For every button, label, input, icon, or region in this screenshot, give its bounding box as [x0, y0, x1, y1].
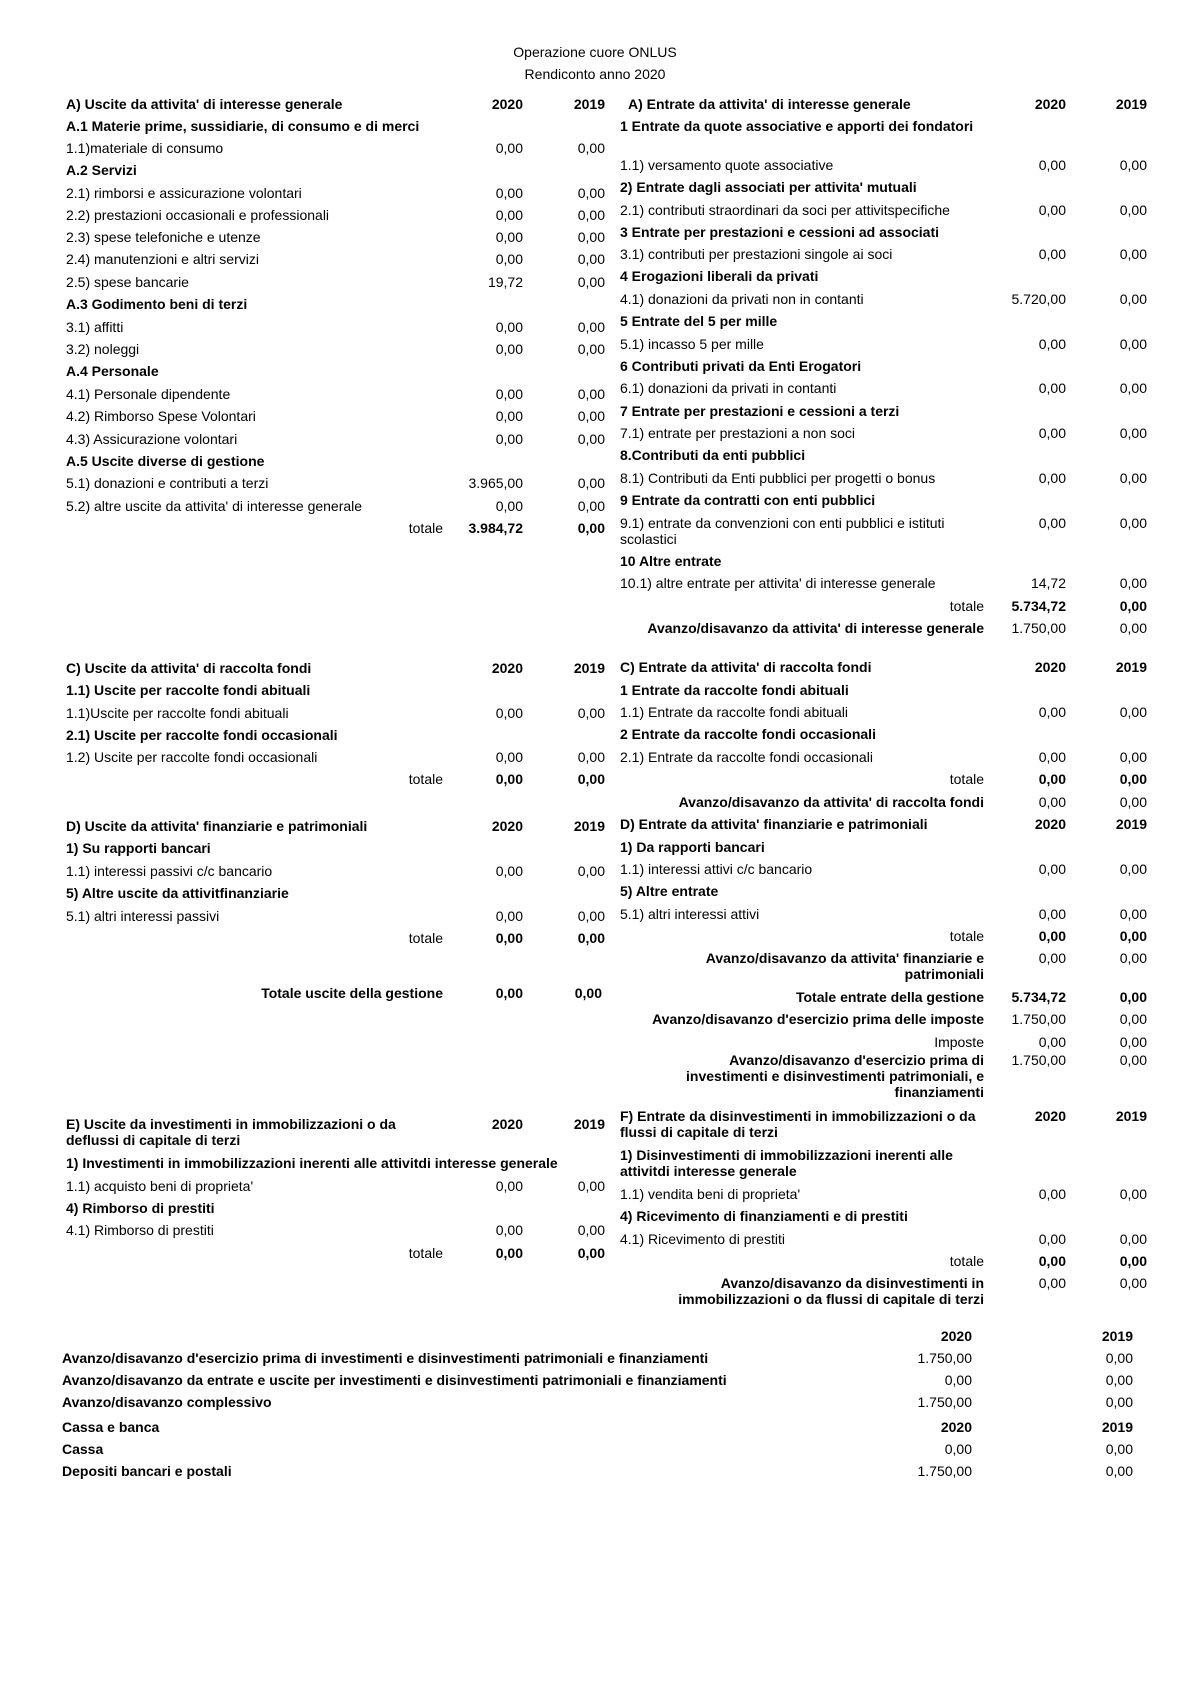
total-2020: 0,00 [495, 930, 523, 946]
value-2019: 0,00 [1119, 906, 1147, 922]
avanzo-label: Avanzo/disavanzo da attivita' di interesse generale [647, 620, 984, 636]
row-label: 8.1) Contributi da Enti pubblici per progetti o bonus [620, 470, 936, 486]
row-label: 1.1) interessi passivi c/c bancario [66, 863, 273, 879]
cash-value-2019: 0,00 [1105, 1463, 1133, 1479]
total-entrate-label: Totale entrate della gestione [795, 989, 984, 1005]
row-label: 1.2) Uscite per raccolte fondi occasionali [66, 749, 318, 765]
value-2019: 0,00 [577, 185, 605, 201]
row-label: 10.1) altre entrate per attivita' di interesse generale [620, 575, 936, 591]
total-2019: 0,00 [577, 930, 605, 946]
cash-year-2020: 2020 [940, 1419, 972, 1435]
value-2019: 0,00 [577, 1222, 605, 1238]
value-2019: 0,00 [577, 229, 605, 245]
value-2019: 0,00 [577, 863, 605, 879]
value-2020: 0,00 [1038, 425, 1066, 441]
value-2020: 0,00 [1038, 246, 1066, 262]
col-year-2020: 2020 [1034, 659, 1066, 675]
value-2019: 0,00 [577, 475, 605, 491]
value-2020: 0,00 [495, 908, 523, 924]
col-year-2019: 2019 [1115, 1108, 1147, 1124]
row-label: 5.1) altri interessi attivi [620, 906, 760, 922]
avanzo-2020: 0,00 [1038, 794, 1066, 810]
avanzo-pre-investimenti-label: Avanzo/disavanzo d'esercizio prima di investimenti e disinvestimenti patrimoniali, e finanziamenti [686, 1052, 984, 1100]
value-2020: 0,00 [495, 408, 523, 424]
subsection-heading: 2) Entrate dagli associati per attivita' mutuali [620, 179, 917, 195]
org-name: Operazione cuore ONLUS [513, 44, 677, 60]
value-2020: 14,72 [1030, 575, 1066, 591]
col-year-2020: 2020 [491, 818, 523, 834]
row-label: 3.1) contributi per prestazioni singole ai soci [620, 246, 893, 262]
col-year-2019: 2019 [1115, 659, 1147, 675]
value-2020: 0,00 [495, 319, 523, 335]
value-2020: 0,00 [1038, 1186, 1066, 1202]
value-2019: 0,00 [1119, 1186, 1147, 1202]
cash-year-2019: 2019 [1101, 1419, 1133, 1435]
col-year-2019: 2019 [573, 660, 605, 676]
subsection-heading: 4) Ricevimento di finanziamenti e di prestiti [620, 1208, 908, 1224]
cash-row-label: Cassa [62, 1441, 104, 1457]
total-2020: 0,00 [495, 1245, 523, 1261]
subsection-heading: 3 Entrate per prestazioni e cessioni ad associati [620, 224, 940, 240]
total-entrate-2019: 0,00 [1119, 989, 1147, 1005]
subsection-heading: 1) Disinvestimenti di immobilizzazioni inerenti alle attivitdi interesse generale [620, 1147, 953, 1179]
value-2020: 0,00 [495, 207, 523, 223]
avanzo-label: Avanzo/disavanzo da attivita' finanziarie e patrimoniali [705, 950, 984, 982]
total-uscite-label: Totale uscite della gestione [261, 985, 443, 1001]
avanzo-pre-investimenti-2019: 0,00 [1119, 1052, 1147, 1068]
section-c-entrate-title: C) Entrate da attivita' di raccolta fondi [620, 659, 872, 675]
value-2019: 0,00 [1119, 246, 1147, 262]
total-2020: 0,00 [1038, 771, 1066, 787]
col-year-2020: 2020 [491, 660, 523, 676]
summary-value-2019: 0,00 [1105, 1350, 1133, 1366]
summary-value-2020: 1.750,00 [917, 1394, 972, 1410]
total-uscite-2019: 0,00 [574, 985, 602, 1001]
value-2019: 0,00 [1119, 861, 1147, 877]
subsection-heading: 4) Rimborso di prestiti [66, 1200, 215, 1216]
row-label: 5.1) altri interessi passivi [66, 908, 220, 924]
imposte-label: Imposte [934, 1034, 984, 1050]
total-2019: 0,00 [1119, 598, 1147, 614]
subsection-heading: 8.Contributi da enti pubblici [620, 447, 806, 463]
subsection-heading: 1) Investimenti in immobilizzazioni inerenti alle attivitdi interesse generale [66, 1155, 558, 1171]
value-2019: 0,00 [577, 319, 605, 335]
total-2020: 0,00 [495, 771, 523, 787]
value-2019: 0,00 [1119, 749, 1147, 765]
value-2019: 0,00 [577, 908, 605, 924]
value-2020: 0,00 [1038, 470, 1066, 486]
total-2020: 5.734,72 [1011, 598, 1066, 614]
subsection-heading: A.3 Godimento beni di terzi [66, 296, 248, 312]
value-2019: 0,00 [577, 431, 605, 447]
value-2020: 0,00 [495, 140, 523, 156]
subsection-heading: A.4 Personale [66, 363, 159, 379]
value-2020: 0,00 [1038, 202, 1066, 218]
cash-value-2020: 0,00 [944, 1441, 972, 1457]
total-label: totale [408, 1245, 443, 1261]
col-year-2019: 2019 [573, 1116, 605, 1132]
subsection-heading: 1 Entrate da quote associative e apporti dei fondatori [620, 118, 974, 134]
value-2020: 0,00 [1038, 157, 1066, 173]
subsection-heading: 6 Contributi privati da Enti Erogatori [620, 358, 862, 374]
subsection-heading: 1) Da rapporti bancari [620, 839, 765, 855]
summary-value-2019: 0,00 [1105, 1372, 1133, 1388]
section-c-uscite-title: C) Uscite da attivita' di raccolta fondi [66, 660, 312, 676]
avanzo-2019: 0,00 [1119, 1275, 1147, 1291]
row-label: 2.4) manutenzioni e altri servizi [66, 251, 259, 267]
value-2020: 0,00 [495, 705, 523, 721]
row-label: 2.3) spese telefoniche e utenze [66, 229, 261, 245]
section-a-uscite-title: A) Uscite da attivita' di interesse generale [66, 96, 343, 112]
value-2019: 0,00 [577, 386, 605, 402]
summary-value-2019: 0,00 [1105, 1394, 1133, 1410]
subsection-heading: 9 Entrate da contratti con enti pubblici [620, 492, 876, 508]
value-2020: 0,00 [495, 749, 523, 765]
total-label: totale [408, 520, 443, 536]
row-label: 9.1) entrate da convenzioni con enti pubblici e istituti scolastici [620, 515, 945, 547]
row-label: 4.1) Personale dipendente [66, 386, 231, 402]
subsection-heading: 2 Entrate da raccolte fondi occasionali [620, 726, 876, 742]
value-2019: 0,00 [1119, 1231, 1147, 1247]
subsection-heading: 1) Su rapporti bancari [66, 840, 211, 856]
subsection-heading: 1 Entrate da raccolte fondi abituali [620, 682, 849, 698]
row-label: 2.1) Entrate da raccolte fondi occasionali [620, 749, 873, 765]
subsection-heading: 5 Entrate del 5 per mille [620, 313, 778, 329]
value-2020: 0,00 [495, 185, 523, 201]
row-label: 4.1) Ricevimento di prestiti [620, 1231, 785, 1247]
avanzo-pre-imposte-label: Avanzo/disavanzo d'esercizio prima delle imposte [652, 1011, 984, 1027]
total-label: totale [949, 1253, 984, 1269]
row-label: 4.2) Rimborso Spese Volontari [66, 408, 256, 424]
total-uscite-2020: 0,00 [495, 985, 523, 1001]
value-2019: 0,00 [577, 140, 605, 156]
summary-value-2020: 1.750,00 [917, 1350, 972, 1366]
value-2020: 0,00 [495, 863, 523, 879]
total-2020: 3.984,72 [468, 520, 523, 536]
row-label: 4.3) Assicurazione volontari [66, 431, 238, 447]
total-2019: 0,00 [577, 520, 605, 536]
row-label: 1.1)Uscite per raccolte fondi abituali [66, 705, 289, 721]
value-2020: 0,00 [1038, 336, 1066, 352]
value-2019: 0,00 [1119, 380, 1147, 396]
row-label: 1.1) interessi attivi c/c bancario [620, 861, 813, 877]
col-year-2020: 2020 [1034, 1108, 1066, 1124]
row-label: 1.1) versamento quote associative [620, 157, 834, 173]
value-2019: 0,00 [1119, 291, 1147, 307]
summary-value-2020: 0,00 [944, 1372, 972, 1388]
value-2019: 0,00 [1119, 470, 1147, 486]
row-label: 1.1) vendita beni di proprieta' [620, 1186, 801, 1202]
value-2020: 0,00 [1038, 380, 1066, 396]
value-2019: 0,00 [577, 207, 605, 223]
total-2019: 0,00 [577, 1245, 605, 1261]
value-2020: 0,00 [495, 1178, 523, 1194]
row-label: 1.1) acquisto beni di proprieta' [66, 1178, 254, 1194]
total-entrate-2020: 5.734,72 [1011, 989, 1066, 1005]
total-label: totale [949, 928, 984, 944]
value-2019: 0,00 [577, 705, 605, 721]
row-label: 2.1) rimborsi e assicurazione volontari [66, 185, 302, 201]
subsection-heading: A.2 Servizi [66, 162, 137, 178]
section-d-entrate-title: D) Entrate da attivita' finanziarie e patrimoniali [620, 816, 928, 832]
value-2019: 0,00 [577, 251, 605, 267]
summary-row-label: Avanzo/disavanzo d'esercizio prima di investimenti e disinvestimenti patrimoniali e finanziamenti [62, 1350, 709, 1366]
value-2020: 19,72 [487, 274, 523, 290]
total-2019: 0,00 [1119, 1253, 1147, 1269]
subsection-heading: 5) Altre uscite da attivitfinanziarie [66, 885, 289, 901]
row-label: 3.1) affitti [66, 319, 124, 335]
imposte-2019: 0,00 [1119, 1034, 1147, 1050]
total-label: totale [408, 930, 443, 946]
cash-row-label: Depositi bancari e postali [62, 1463, 232, 1479]
row-label: 7.1) entrate per prestazioni a non soci [620, 425, 856, 441]
row-label: 2.5) spese bancarie [66, 274, 189, 290]
value-2020: 0,00 [1038, 906, 1066, 922]
avanzo-pre-investimenti-2020: 1.750,00 [1011, 1052, 1066, 1068]
value-2020: 0,00 [495, 1222, 523, 1238]
avanzo-2019: 0,00 [1119, 950, 1147, 966]
value-2019: 0,00 [1119, 515, 1147, 531]
value-2020: 0,00 [1038, 704, 1066, 720]
value-2019: 0,00 [577, 749, 605, 765]
value-2019: 0,00 [1119, 575, 1147, 591]
cash-title: Cassa e banca [62, 1419, 160, 1435]
value-2020: 0,00 [495, 498, 523, 514]
value-2020: 0,00 [1038, 1231, 1066, 1247]
row-label: 1.1)materiale di consumo [66, 140, 224, 156]
subsection-heading: A.1 Materie prime, sussidiarie, di consumo e di merci [66, 118, 420, 134]
avanzo-2020: 1.750,00 [1011, 620, 1066, 636]
cash-value-2020: 1.750,00 [917, 1463, 972, 1479]
value-2019: 0,00 [577, 274, 605, 290]
total-label: totale [949, 771, 984, 787]
value-2019: 0,00 [1119, 336, 1147, 352]
row-label: 4.1) Rimborso di prestiti [66, 1222, 214, 1238]
subsection-heading: 4 Erogazioni liberali da privati [620, 268, 819, 284]
subsection-heading: 1.1) Uscite per raccolte fondi abituali [66, 682, 311, 698]
avanzo-label: Avanzo/disavanzo da attivita' di raccolta fondi [678, 794, 984, 810]
summary-row-label: Avanzo/disavanzo complessivo [62, 1394, 272, 1410]
avanzo-2019: 0,00 [1119, 794, 1147, 810]
value-2020: 0,00 [495, 386, 523, 402]
col-year-2020: 2020 [1034, 96, 1066, 112]
row-label: 4.1) donazioni da privati non in contanti [620, 291, 864, 307]
value-2020: 3.965,00 [468, 475, 523, 491]
total-2019: 0,00 [577, 771, 605, 787]
value-2020: 0,00 [495, 431, 523, 447]
row-label: 1.1) Entrate da raccolte fondi abituali [620, 704, 849, 720]
value-2020: 0,00 [1038, 515, 1066, 531]
summary-row-label: Avanzo/disavanzo da entrate e uscite per investimenti e disinvestimenti patrimoniali e finanziamenti [62, 1372, 727, 1388]
subsection-heading: 2.1) Uscite per raccolte fondi occasionali [66, 727, 338, 743]
value-2019: 0,00 [577, 408, 605, 424]
avanzo-2020: 0,00 [1038, 950, 1066, 966]
col-year-2019: 2019 [1115, 96, 1147, 112]
avanzo-pre-imposte-2020: 1.750,00 [1011, 1011, 1066, 1027]
cash-value-2019: 0,00 [1105, 1441, 1133, 1457]
subsection-heading: 5) Altre entrate [620, 883, 719, 899]
value-2019: 0,00 [1119, 157, 1147, 173]
value-2019: 0,00 [1119, 425, 1147, 441]
section-a-entrate-title: A) Entrate da attivita' di interesse generale [628, 96, 911, 112]
summary-year-2020: 2020 [940, 1328, 972, 1344]
col-year-2020: 2020 [491, 96, 523, 112]
value-2020: 0,00 [1038, 749, 1066, 765]
avanzo-2020: 0,00 [1038, 1275, 1066, 1291]
total-2020: 0,00 [1038, 928, 1066, 944]
section-d-uscite-title: D) Uscite da attivita' finanziarie e patrimoniali [66, 818, 368, 834]
total-2020: 0,00 [1038, 1253, 1066, 1269]
row-label: 5.1) donazioni e contributi a terzi [66, 475, 269, 491]
total-label: totale [408, 771, 443, 787]
total-label: totale [949, 598, 984, 614]
value-2019: 0,00 [577, 498, 605, 514]
row-label: 5.1) incasso 5 per mille [620, 336, 764, 352]
value-2020: 0,00 [1038, 861, 1066, 877]
report-title: Rendiconto anno 2020 [524, 66, 666, 82]
avanzo-label: Avanzo/disavanzo da disinvestimenti in immobilizzazioni o da flussi di capitale di terzi [678, 1275, 984, 1307]
row-label: 3.2) noleggi [66, 341, 140, 357]
value-2019: 0,00 [1119, 202, 1147, 218]
subsection-heading: 7 Entrate per prestazioni e cessioni a terzi [620, 403, 900, 419]
subsection-heading: A.5 Uscite diverse di gestione [66, 453, 265, 469]
subsection-heading: 10 Altre entrate [620, 553, 722, 569]
total-2019: 0,00 [1119, 771, 1147, 787]
avanzo-pre-imposte-2019: 0,00 [1119, 1011, 1147, 1027]
summary-year-2019: 2019 [1101, 1328, 1133, 1344]
section-e-uscite-title: E) Uscite da investimenti in immobilizzazioni o da deflussi di capitale di terzi [66, 1116, 396, 1148]
col-year-2019: 2019 [573, 818, 605, 834]
value-2020: 0,00 [495, 229, 523, 245]
row-label: 2.2) prestazioni occasionali e professionali [66, 207, 330, 223]
avanzo-2019: 0,00 [1119, 620, 1147, 636]
value-2019: 0,00 [577, 341, 605, 357]
col-year-2020: 2020 [491, 1116, 523, 1132]
value-2019: 0,00 [1119, 704, 1147, 720]
value-2020: 0,00 [495, 251, 523, 267]
total-2019: 0,00 [1119, 928, 1147, 944]
row-label: 2.1) contributi straordinari da soci per attivitspecifiche [620, 202, 950, 218]
imposte-2020: 0,00 [1038, 1034, 1066, 1050]
row-label: 5.2) altre uscite da attivita' di interesse generale [66, 498, 363, 514]
value-2020: 0,00 [495, 341, 523, 357]
col-year-2019: 2019 [573, 96, 605, 112]
section-f-entrate-title: F) Entrate da disinvestimenti in immobilizzazioni o da flussi di capitale di terzi [620, 1108, 976, 1140]
row-label: 6.1) donazioni da privati in contanti [620, 380, 837, 396]
col-year-2019: 2019 [1115, 816, 1147, 832]
value-2020: 5.720,00 [1011, 291, 1066, 307]
value-2019: 0,00 [577, 1178, 605, 1194]
col-year-2020: 2020 [1034, 816, 1066, 832]
